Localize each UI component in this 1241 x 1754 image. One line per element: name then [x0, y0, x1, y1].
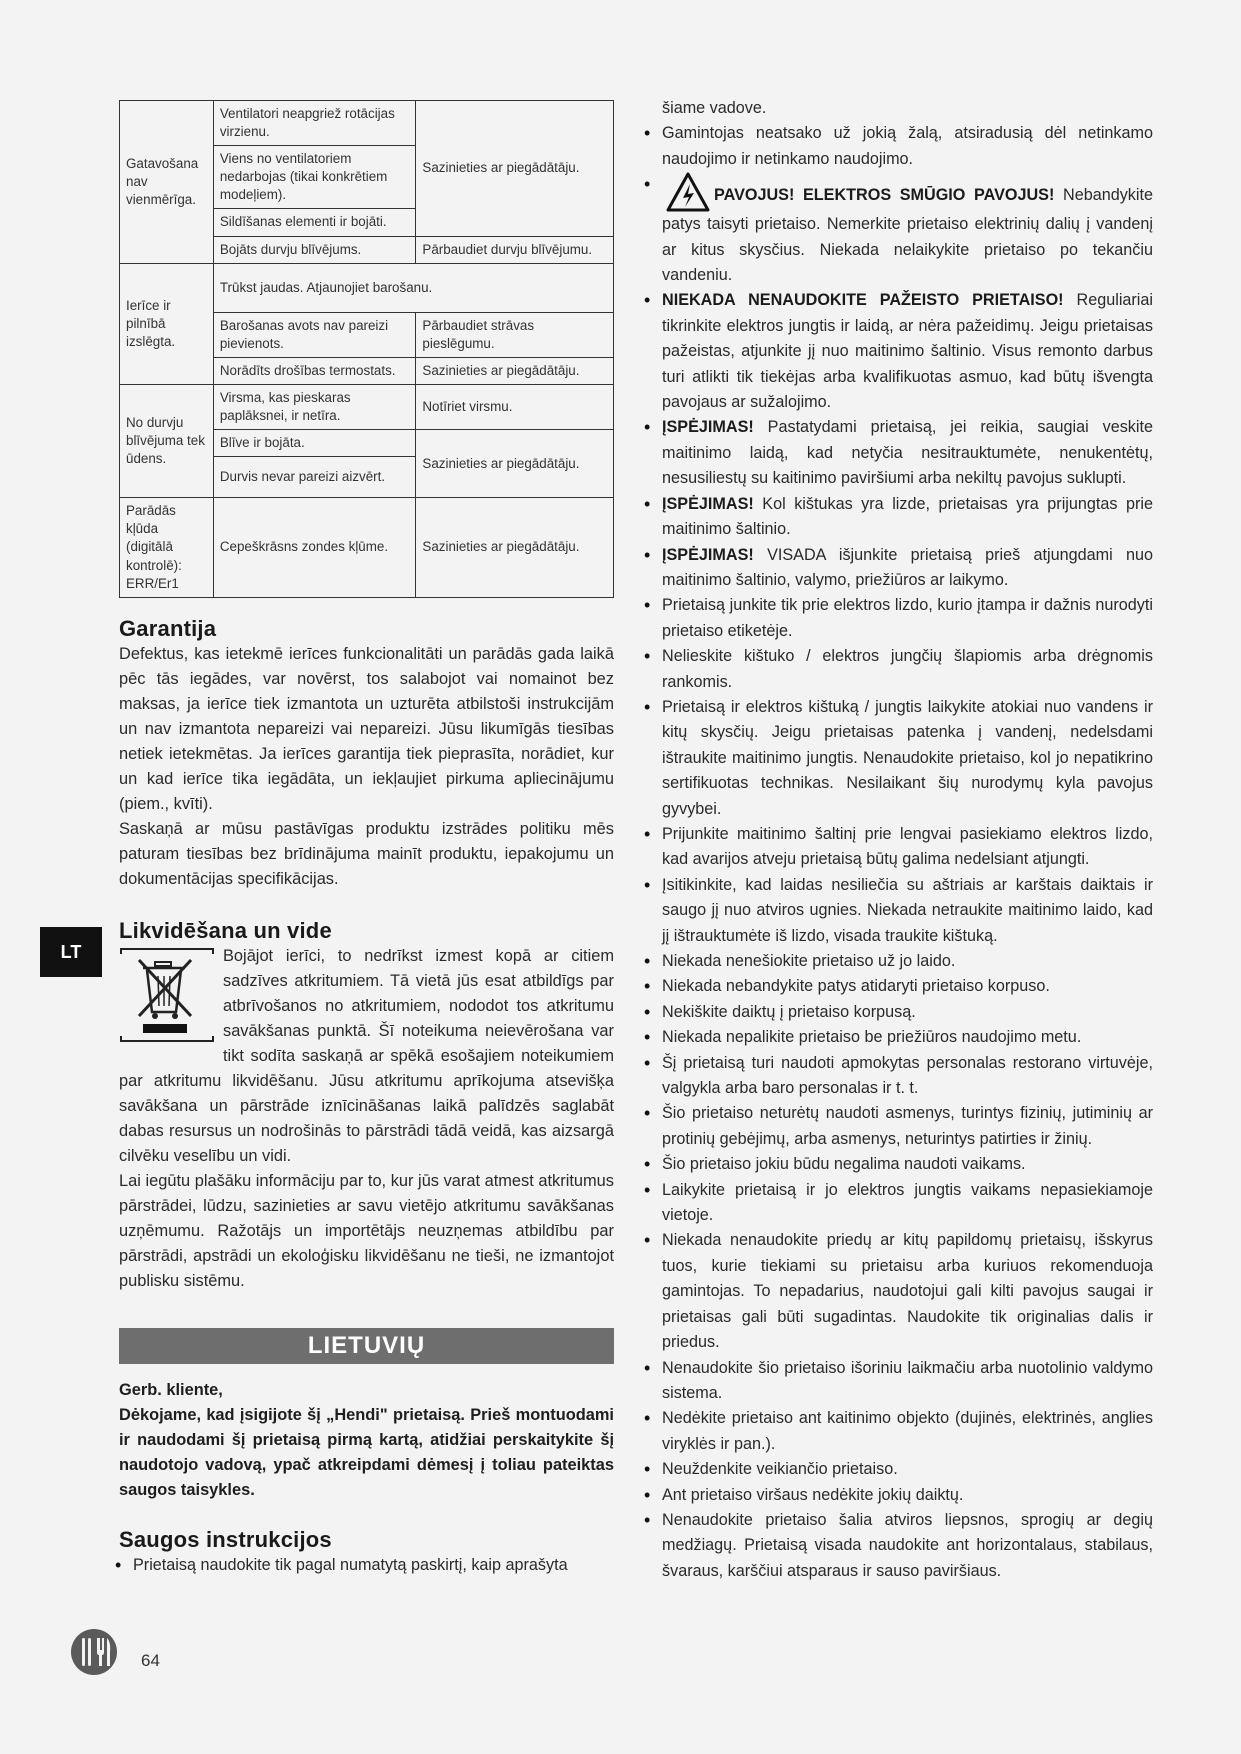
list-item — [648, 415, 1153, 491]
list-item — [648, 1101, 1153, 1152]
cause-cell: Cepeškrāsns zondes kļūme. — [213, 498, 416, 597]
list-item-text: Gamintojas neatsako už jokią žalą, atsiradusią dėl netinkamo naudojimo ir netinkamo naudojimo. — [662, 124, 1153, 168]
safety-list — [119, 1553, 614, 1578]
list-item-text: Neuždenkite veikiančio prietaiso. — [662, 1460, 898, 1479]
warranty-paragraph: Defektus, kas ietekmē ierīces funkcionalitāti un parādās gada laikā pēc tās iegādes, var novērst, tos salabojot vai nomainot bez maksas, ja ierīce tiek izmantota un uzturēta atbilstoši instrukcijām un nav izmantota nepareizi vai nepareizi. Jūsu likumīgās tiesības netiek ietekmētas. Ja ierīces garantija tiek pieprasīta, norādiet, kur un kad ierīce tika iegādāta, un iekļaujiet pirkuma apliecinājumu (piem., kvīti). — [119, 644, 614, 813]
cause-cell: Ventilatori neapgriež rotācijas virzienu. — [213, 101, 416, 146]
list-item — [648, 822, 1153, 873]
list-item-text: Niekada nenaudokite priedų ar kitų papildomų prietaisų, išskyrus tuos, kurie tiekiami su prietaisu arba kuriuos rekomenduoja gamintojas. To nepadarius, naudotojui gali kilti pavojus saugai ir prietaisas gali būti sugadintas. Naudokite tik originalias dalis ir priedus. — [662, 1231, 1153, 1352]
problem-cell: Gatavošana nav vienmērīga. — [120, 101, 214, 264]
table-row — [120, 498, 614, 597]
list-item-text: Reguliariai tikrinkite elektros jungtis ir laidą, ar nėra pažeidimų. Jeigu prietaisas pažeistas, atjunkite jį nuo maitinimo šaltinio. Visus remonto darbus turi atlikti tik tiekėjas arba kvalifikuotas asmuo, kad būtų išvengta pavojaus ar sužalojimo. — [662, 291, 1154, 412]
safety-title: Saugos instrukcijos — [119, 1526, 332, 1552]
list-item-text: Šio prietaiso neturėtų naudoti asmenys, turintys fizinių, jutiminių ar protinių gebėjimų, arba asmenys, neturintys patirties ir žinių. — [662, 1104, 1153, 1148]
left-column — [119, 100, 614, 1578]
list-item — [648, 949, 1153, 974]
page-number: 64 — [141, 1651, 160, 1670]
problem-cell: No durvju blīvējuma tek ūdens. — [120, 384, 214, 497]
list-item-text: Niekada nenešiokite prietaiso už jo laido. — [662, 952, 956, 970]
list-item-text: Šį prietaisą turi naudoti apmokytas personalas restorano virtuvėje, valgykla arba baro personalas ir t. t. — [662, 1053, 1153, 1098]
warning-label: ĮSPĖJIMAS! — [662, 494, 754, 513]
solution-cell: Pārbaudiet strāvas pieslēgumu. — [416, 312, 614, 357]
list-item — [648, 1178, 1153, 1229]
list-item — [648, 1457, 1153, 1482]
list-item — [648, 492, 1153, 543]
table-row — [120, 101, 614, 146]
warning-label: ĮSPĖJIMAS! — [662, 545, 754, 564]
cause-cell: Barošanas avots nav pareizi pievienots. — [213, 312, 416, 357]
table-row — [120, 263, 614, 312]
list-item — [648, 1356, 1153, 1407]
cause-cell: Durvis nevar pareizi aizvērt. — [213, 457, 416, 498]
disposal-title: Likvidēšana un vide — [119, 917, 332, 943]
list-item-text: Niekada nebandykite patys atidaryti prietaiso korpuso. — [662, 977, 1050, 996]
list-item — [648, 1025, 1153, 1050]
electric-hazard-icon — [666, 172, 710, 212]
list-item: • Prietaisą naudokite tik pagal numatytą paskirtį, kaip aprašyta — [119, 1553, 614, 1578]
list-item — [648, 873, 1153, 949]
table-row — [120, 384, 614, 429]
list-item — [648, 1051, 1153, 1102]
list-item-text: Pastatydami prietaisą, jei reikia, saugiai veskite maitinimo laidą, kad netyčia nesitrauktumėte, nenukentėtų, nesusiliestų su kaitinimo paviršiumi arba nekiltų pavojus suklupti. — [662, 418, 1153, 488]
list-item — [648, 644, 1153, 695]
list-item — [648, 121, 1153, 172]
list-item — [648, 1000, 1153, 1025]
continued-text: šiame vadove. — [662, 99, 767, 117]
list-item-text: Nelieskite kištuko / elektros jungčių šlapiomis arba drėgnomis rankomis. — [662, 647, 1153, 691]
cause-cell: Blīve ir bojāta. — [213, 430, 416, 457]
solution-cell: Pārbaudiet durvju blīvējumu. — [416, 236, 614, 263]
solution-cell: Notīriet virsmu. — [416, 384, 614, 429]
greeting: Gerb. kliente, — [119, 1380, 223, 1399]
list-item-text: Šio prietaiso jokiu būdu negalima naudoti vaikams. — [662, 1155, 1026, 1174]
list-item-text: Nenaudokite šio prietaiso išoriniu laikmačiu arba nuotolinio valdymo sistema. — [662, 1358, 1153, 1402]
problem-cell: Parādās kļūda (digitālā kontrolē): ERR/Er1 — [120, 498, 214, 597]
cause-cell: Sildīšanas elementi ir bojāti. — [213, 209, 416, 236]
list-item — [648, 974, 1153, 999]
warranty-title: Garantija — [119, 615, 217, 641]
list-item — [648, 1406, 1153, 1457]
list-item — [648, 1152, 1153, 1177]
list-item-text: Prijunkite maitinimo šaltinį prie lengvai pasiekiamo elektros lizdo, kad avarijos atveju prietaisą būtų galima nedelsiant atjungti. — [662, 824, 1153, 869]
list-item-text: Ant prietaiso viršaus nedėkite jokių daiktų. — [662, 1485, 964, 1504]
list-item-text: VISADA išjunkite prietaisą prieš atjungdami nuo maitinimo šaltinio, valymo, priežiūros ar laikymo. — [662, 545, 1153, 589]
warranty-paragraph: Saskaņā ar mūsu pastāvīgas produktu izstrādes politiku mēs paturam tiesības bez brīdinājuma mainīt produktu, iepakojumu un dokumentācijas specifikācijas. — [119, 819, 614, 888]
list-item-text: Nebandykite patys taisyti prietaiso. Nemerkite prietaiso elektrinių dalių į vandenį ar kitus skysčius. Niekada nelaikykite prietaiso po tekančiu vandeniu. — [662, 186, 1153, 285]
language-banner: LIETUVIŲ — [119, 1328, 614, 1364]
disposal-paragraph: Lai iegūtu plašāku informāciju par to, kur jūs varat atmest atkritumus pārstrādei, lūdzu, sazinieties ar savu vietējo atkritumu savākšanas uzņēmumu. Ražotājs un importētājs neuzņemas atbildību par pārstrādi, apstrādi un ekoloģisku likvidēšanu ne tieši, ne izmantojot publisku sistēmu. — [119, 1171, 614, 1290]
problem-cell: Ierīce ir pilnībā izslēgta. — [120, 263, 214, 384]
solution-cell: Sazinieties ar piegādātāju. — [416, 498, 614, 597]
list-item-text: Prietaisą ir elektros kištuką / jungtis laikykite atokiai nuo vandens ir kitų skysčių. Jeigu prietaisas patenka į vandenį, nedelsdami ištraukite maitinimo jungtis. Nenaudokite prietaiso, kol jo nepatikrino sertifikuotas technikas. Nesilaikant šių nurodymų kyla pavojus gyvybei. — [662, 697, 1153, 818]
list-item — [648, 288, 1153, 415]
intro-paragraph: Dėkojame, kad įsigijote šį „Hendi" prietaisą. Prieš montuodami ir naudodami šį prietaisą pirmą kartą, atidžiai perskaitykite šį naudotojo vadovą, ypač atkreipdami dėmesį į toliau pateiktas saugos taisykles. — [119, 1405, 614, 1499]
solution-cell: Sazinieties ar piegādātāju. — [416, 101, 614, 237]
safety-list — [648, 121, 1153, 1584]
solution-cell: Sazinieties ar piegādātāju. — [416, 357, 614, 384]
disposal-section — [119, 944, 614, 1294]
cause-cell: Virsma, kas pieskaras paplāksnei, ir netīra. — [213, 384, 416, 429]
list-item-text: Prietaisą junkite tik prie elektros lizdo, kurio įtampa ir dažnis nurodyti prietaiso etiketėje. — [662, 596, 1153, 640]
list-item — [648, 172, 1153, 288]
list-item — [648, 1228, 1153, 1355]
list-item-text: Įsitikinkite, kad laidas nesiliečia su aštriais ar karštais daiktais ir saugo jį nuo atviros ugnies. Niekada netraukite maitinimo laido, kad jį ištrauktumėte iš lizdo, visada traukite kištuką. — [662, 875, 1153, 945]
disposal-paragraph: Bojājot ierīci, to nedrīkst izmest kopā ar citiem sadzīves atkritumiem. Tā vietā jūs esat atbildīgs par atbrīvošanos no atkritumiem, nododot tos atkritumu savākšanas punktā. Šī noteikuma neievērošana var tikt sodīta saskaņā ar spēkā esošajiem noteikumiem par atkritumu likvidēšanu. Jūsu atkritumu aprīkojuma atsevišķa savākšana un pārstrāde iznīcināšanas laikā palīdzēs saglabāt dabas resursus un nodrošinās to pārstrādi tādā veidā, kas aizsargā cilvēku veselību un vidi. — [119, 946, 614, 1165]
list-item-text: Nedėkite prietaiso ant kaitinimo objekto (dujinės, elektrinės, anglies viryklės ir pan.). — [662, 1409, 1153, 1453]
list-item — [648, 695, 1153, 822]
language-tab: LT — [40, 927, 102, 977]
troubleshooting-table — [119, 100, 614, 598]
cause-cell: Norādīts drošības termostats. — [213, 357, 416, 384]
right-column — [648, 96, 1153, 1584]
list-item — [648, 543, 1153, 594]
list-item-text: Niekada nepalikite prietaiso be priežiūros naudojimo metu. — [662, 1028, 1082, 1047]
warning-label: NIEKADA NENAUDOKITE PAŽEISTO PRIETAISO! — [662, 291, 1064, 310]
cause-cell: Viens no ventilatoriem nedarbojas (tikai konkrētiem modeļiem). — [213, 146, 416, 209]
list-item — [648, 593, 1153, 644]
cause-cell: Trūkst jaudas. Atjaunojiet barošanu. — [213, 263, 613, 312]
list-item-text: Kol kištukas yra lizde, prietaisas yra prijungtas prie maitinimo šaltinio. — [662, 494, 1153, 539]
solution-cell: Sazinieties ar piegādātāju. — [416, 430, 614, 498]
crossed-bin-icon — [119, 948, 215, 1043]
list-item-text: Nekiškite daiktų į prietaiso korpusą. — [662, 1002, 916, 1021]
list-item — [648, 1508, 1153, 1584]
warning-label: ĮSPĖJIMAS! — [662, 418, 754, 437]
cause-cell: Bojāts durvju blīvējums. — [213, 236, 416, 263]
list-item-text: Laikykite prietaisą ir jo elektros jungtis vaikams nepasiekiamoje vietoje. — [662, 1180, 1153, 1225]
list-item-text: Nenaudokite prietaiso šalia atviros liepsnos, sprogių ar degių medžiagų. Prietaisą visada naudokite ant horizontalaus, stabilaus, švaraus, karščiui atsparaus ir sauso paviršiaus. — [662, 1510, 1153, 1580]
cutlery-logo-icon — [70, 1628, 118, 1676]
list-item — [648, 1483, 1153, 1508]
warning-label: PAVOJUS! ELEKTROS SMŪGIO PAVOJUS! — [714, 186, 1055, 205]
